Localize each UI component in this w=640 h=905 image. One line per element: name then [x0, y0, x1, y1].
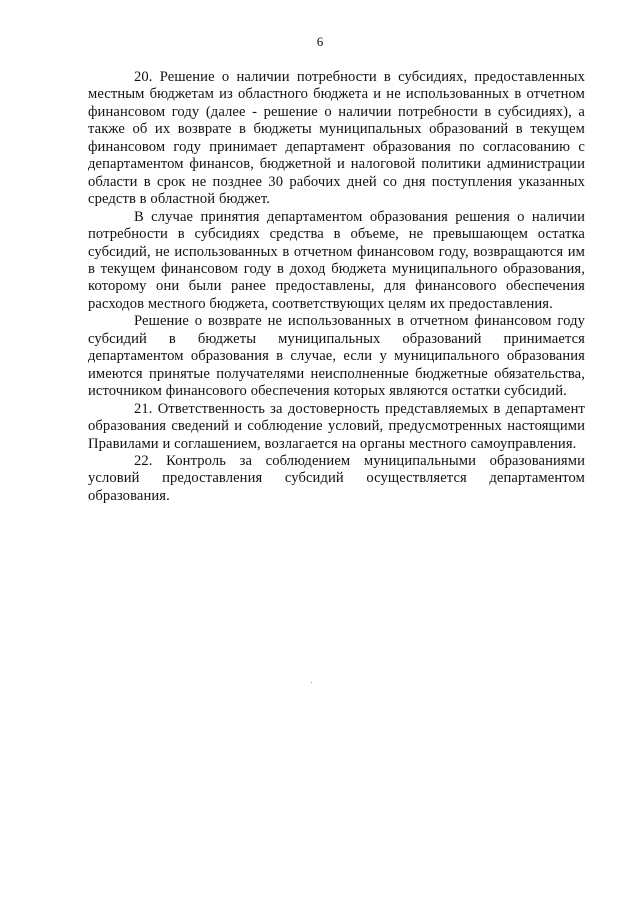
paragraph-subsidy-return-case: В случае принятия департаментом образования решения о наличии потребности в субсидиях средства в объеме, не превышающем остатка субсидий, не использованных в отчетном финансовом году, возвращаются им в текущем финансовом году в доход бюджета муниципального образования, которому они были ранее предоставлены, для финансового обеспечения расходов местного бюджета, соответствующих целям их предоставления.	[88, 208, 585, 312]
paragraph-item-21: 21. Ответственность за достоверность представляемых в департамент образования сведений и соблюдение условий, предусмотренных настоящими Правилами и соглашением, возлагается на органы местного самоуправления.	[88, 400, 585, 452]
scan-speck	[311, 682, 312, 683]
document-body	[88, 69, 585, 505]
paragraph-item-20: 20. Решение о наличии потребности в субсидиях, предоставленных местным бюджетам из областного бюджета и не использованных в отчетном финансовом году (далее - решение о наличии потребности в субсидиях), а также об их возврате в бюджеты муниципальных образований в текущем финансовом году принимает департамент образования по согласованию с департаментом финансов, бюджетной и налоговой политики администрации области в срок не позднее 30 рабочих дней со дня поступления указанных средств в областной бюджет.	[88, 69, 585, 208]
page-number: 6	[316, 34, 324, 49]
paragraph-item-22: 22. Контроль за соблюдением муниципальными образованиями условий предоставления субсидий осуществляется департаментом образования.	[88, 452, 585, 504]
paragraph-return-decision: Решение о возврате не использованных в отчетном финансовом году субсидий в бюджеты муниципальных образований принимается департаментом образования в случае, если у муниципального образования имеются принятые получателями неисполненные бюджетные обязательства, источником финансового обеспечения которых являются остатки субсидий.	[88, 313, 585, 400]
